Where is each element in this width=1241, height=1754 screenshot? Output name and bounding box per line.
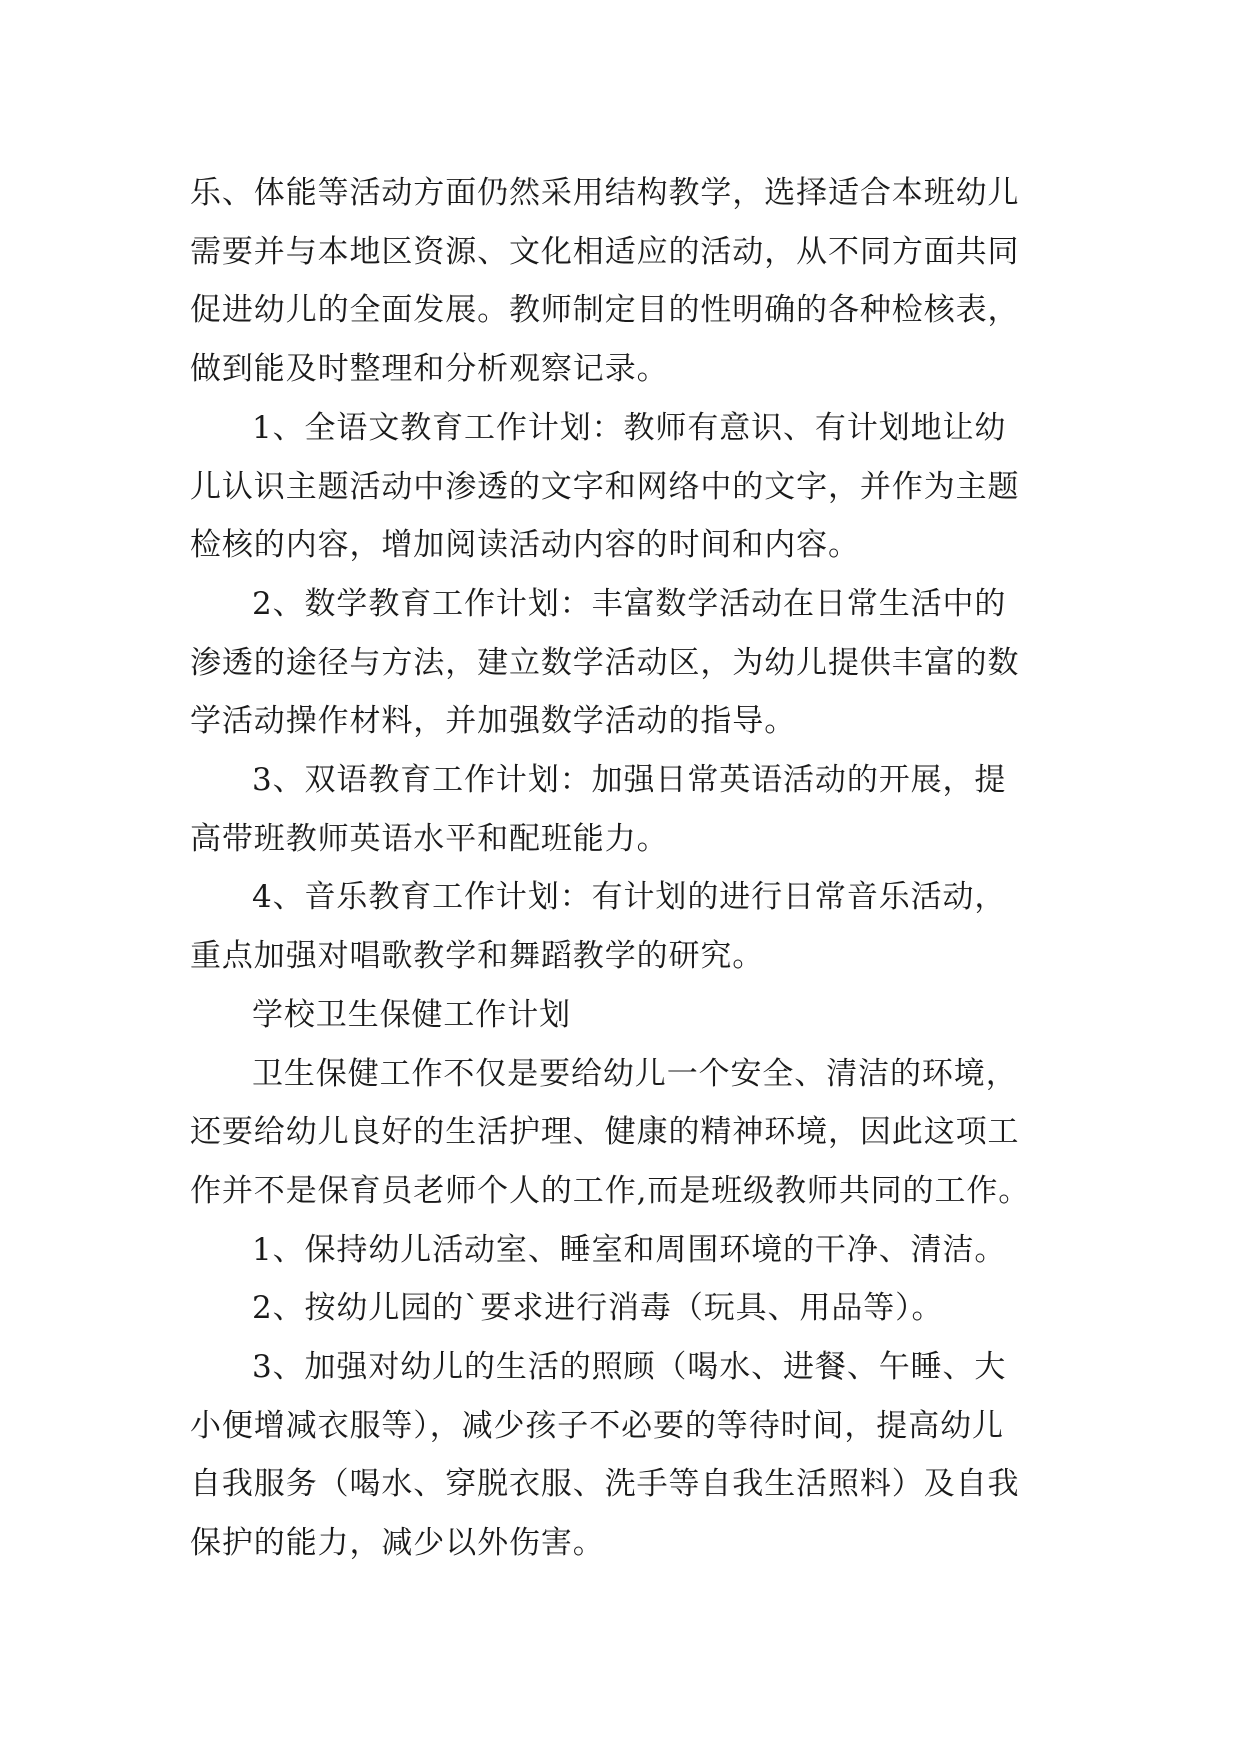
paragraph-intro-continuation xyxy=(190,164,1070,399)
text-line: 1、保持幼儿活动室、睡室和周围环境的干净、清洁。 xyxy=(252,1231,1007,1268)
text-line: 保护的能力，减少以外伤害。 xyxy=(190,1525,605,1562)
section-heading-health-plan xyxy=(190,986,1070,1045)
document-body xyxy=(190,164,1070,1573)
paragraph-health-intro xyxy=(190,1045,1070,1221)
text-line: 2、数学教育工作计划：丰富数学活动在日常生活中的 xyxy=(252,585,1007,622)
heading-text: 学校卫生保健工作计划 xyxy=(252,996,571,1033)
paragraph-health-care xyxy=(190,1338,1070,1573)
text-line: 学活动操作材料，并加强数学活动的指导。 xyxy=(190,703,797,740)
paragraph-bilingual-plan xyxy=(190,751,1070,868)
text-line: 4、音乐教育工作计划：有计划的进行日常音乐活动， xyxy=(252,879,1007,916)
text-line: 做到能及时整理和分析观察记录。 xyxy=(190,351,669,388)
text-line: 3、双语教育工作计划：加强日常英语活动的开展，提 xyxy=(252,762,1007,799)
text-line: 作并不是保育员老师个人的工作,而是班级教师共同的工作。 xyxy=(190,1172,1031,1209)
text-line: 小便增减衣服等），减少孩子不必要的等待时间，提高幼儿 xyxy=(190,1407,1004,1444)
text-line: 还要给幼儿良好的生活护理、健康的精神环境，因此这项工 xyxy=(190,1114,1020,1151)
paragraph-math-plan xyxy=(190,575,1070,751)
text-line: 乐、体能等活动方面仍然采用结构教学，选择适合本班幼儿 xyxy=(190,175,1020,211)
text-line: 1、全语文教育工作计划：教师有意识、有计划地让幼 xyxy=(252,409,1007,446)
text-line: 需要并与本地区资源、文化相适应的活动，从不同方面共同 xyxy=(190,233,1020,270)
paragraph-music-plan xyxy=(190,868,1070,985)
paragraph-health-disinfect xyxy=(190,1279,1070,1338)
text-line: 卫生保健工作不仅是要给幼儿一个安全、清洁的环境， xyxy=(252,1055,1018,1092)
text-line: 自我服务（喝水、穿脱衣服、洗手等自我生活照料）及自我 xyxy=(190,1466,1020,1503)
text-line: 重点加强对唱歌教学和舞蹈教学的研究。 xyxy=(190,938,765,975)
text-line: 3、加强对幼儿的生活的照顾（喝水、进餐、午睡、大 xyxy=(252,1349,1007,1386)
paragraph-whole-language-plan xyxy=(190,399,1070,575)
text-line: 促进幼儿的全面发展。教师制定目的性明确的各种检核表， xyxy=(190,292,1020,329)
text-line: 高带班教师英语水平和配班能力。 xyxy=(190,820,669,857)
text-line: 检核的内容，增加阅读活动内容的时间和内容。 xyxy=(190,527,860,564)
paragraph-health-clean xyxy=(190,1221,1070,1280)
text-line: 儿认识主题活动中渗透的文字和网络中的文字，并作为主题 xyxy=(190,468,1020,505)
text-line: 渗透的途径与方法，建立数学活动区，为幼儿提供丰富的数 xyxy=(190,644,1020,681)
text-line: 2、按幼儿园的`要求进行消毒（玩具、用品等）。 xyxy=(252,1290,944,1327)
